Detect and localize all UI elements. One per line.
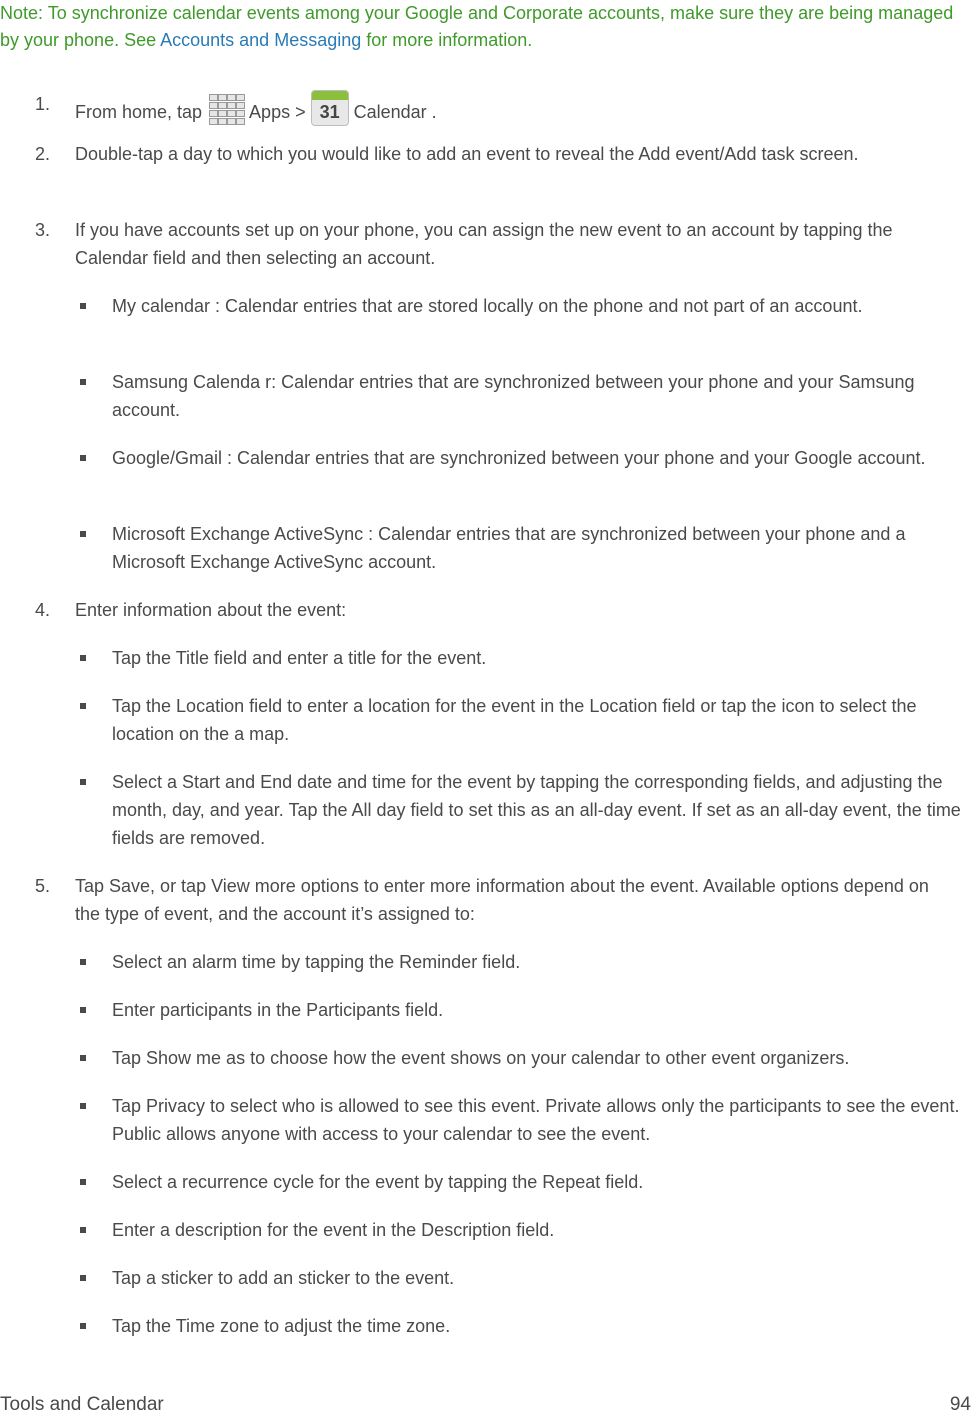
bullet-icon [80, 1007, 86, 1013]
step-text: Double-tap a day to which you would like to add an event to reveal the Add event/Add task screen. [75, 144, 859, 164]
step-text [75, 90, 935, 128]
list-item-text: Samsung Calenda r: Calendar entries that are synchronized between your phone and your Samsung account. [112, 372, 915, 420]
bullet-icon [80, 959, 86, 965]
list-item-text: Select a Start and End date and time for the event by tapping the corresponding fields, and adjusting the month, day, and year. Tap the All day field to set this as an all-day event. If set as an all-day event, the time fields are removed. [112, 772, 961, 848]
list-item-text: Select an alarm time by tapping the Reminder field. [112, 952, 521, 972]
list-item-text: Select a recurrence cycle for the event by tapping the Repeat field. [112, 1172, 644, 1192]
note-text: Note: To synchronize calendar events among your Google and Corporate accounts, make sure they are being managed by your phone. See [0, 3, 954, 50]
note-suffix: for more information. [361, 30, 533, 50]
bullet-icon [80, 1055, 86, 1061]
step-text: Tap Save, or tap View more options to enter more information about the event. Available options depend on the type of event, and the account it’s assigned to: [75, 876, 929, 924]
bullet-icon [80, 1103, 86, 1109]
accounts-messaging-link[interactable]: Accounts and Messaging [160, 30, 362, 50]
step-number: 2. [35, 144, 51, 164]
step-number: 5. [35, 876, 51, 896]
apps-grid-icon [207, 92, 245, 128]
step-number: 1. [35, 94, 51, 114]
step-1-text-c: Calendar . [348, 102, 437, 122]
list-item-text: Google/Gmail : Calendar entries that are synchronized between your phone and your Google account. [112, 448, 926, 468]
step-text: Enter information about the event: [75, 600, 347, 620]
list-item-text: Tap Show me as to choose how the event shows on your calendar to other event organizers. [112, 1048, 850, 1068]
calendar-icon-day: 31 [319, 102, 340, 122]
step-1-text-a: From home, tap [75, 102, 208, 122]
list-item-text: Tap the Title field and enter a title for the event. [112, 648, 487, 668]
list-item-text: Tap Privacy to select who is allowed to see this event. Private allows only the participants to see the event. Public allows anyone with access to your calendar to see the event. [112, 1096, 960, 1144]
list-item-text: My calendar : Calendar entries that are stored locally on the phone and not part of an account. [112, 296, 863, 316]
bullet-icon [80, 379, 86, 385]
list-item-text: Microsoft Exchange ActiveSync : Calendar entries that are synchronized between your phone and a Microsoft Exchange ActiveSync account. [112, 524, 906, 572]
bullet-icon [80, 1275, 86, 1281]
bullet-icon [80, 703, 86, 709]
bullet-icon [80, 303, 86, 309]
list-item-text: Tap a sticker to add an sticker to the event. [112, 1268, 455, 1288]
note-paragraph [0, 0, 970, 54]
bullet-icon [80, 455, 86, 461]
bullet-icon [80, 1179, 86, 1185]
step-number: 3. [35, 220, 51, 240]
bullet-icon [80, 1227, 86, 1233]
list-item-text: Tap the Location field to enter a location for the event in the Location field or tap the icon to select the location on the a map. [112, 696, 917, 744]
list-item-text: Enter participants in the Participants field. [112, 1000, 444, 1020]
step-number: 4. [35, 600, 51, 620]
bullet-icon [80, 779, 86, 785]
bullet-icon [80, 1323, 86, 1329]
list-item-text: Enter a description for the event in the Description field. [112, 1220, 555, 1240]
bullet-icon [80, 655, 86, 661]
step-text: If you have accounts set up on your phone, you can assign the new event to an account by tapping the Calendar field and then selecting an account. [75, 220, 893, 268]
page-number: 94 [949, 1394, 971, 1415]
calendar-icon [311, 90, 349, 126]
step-1-text-b: Apps > [245, 102, 311, 122]
footer-section: Tools and Calendar [0, 1394, 164, 1415]
bullet-icon [80, 531, 86, 537]
list-item-text: Tap the Time zone to adjust the time zone. [112, 1316, 451, 1336]
